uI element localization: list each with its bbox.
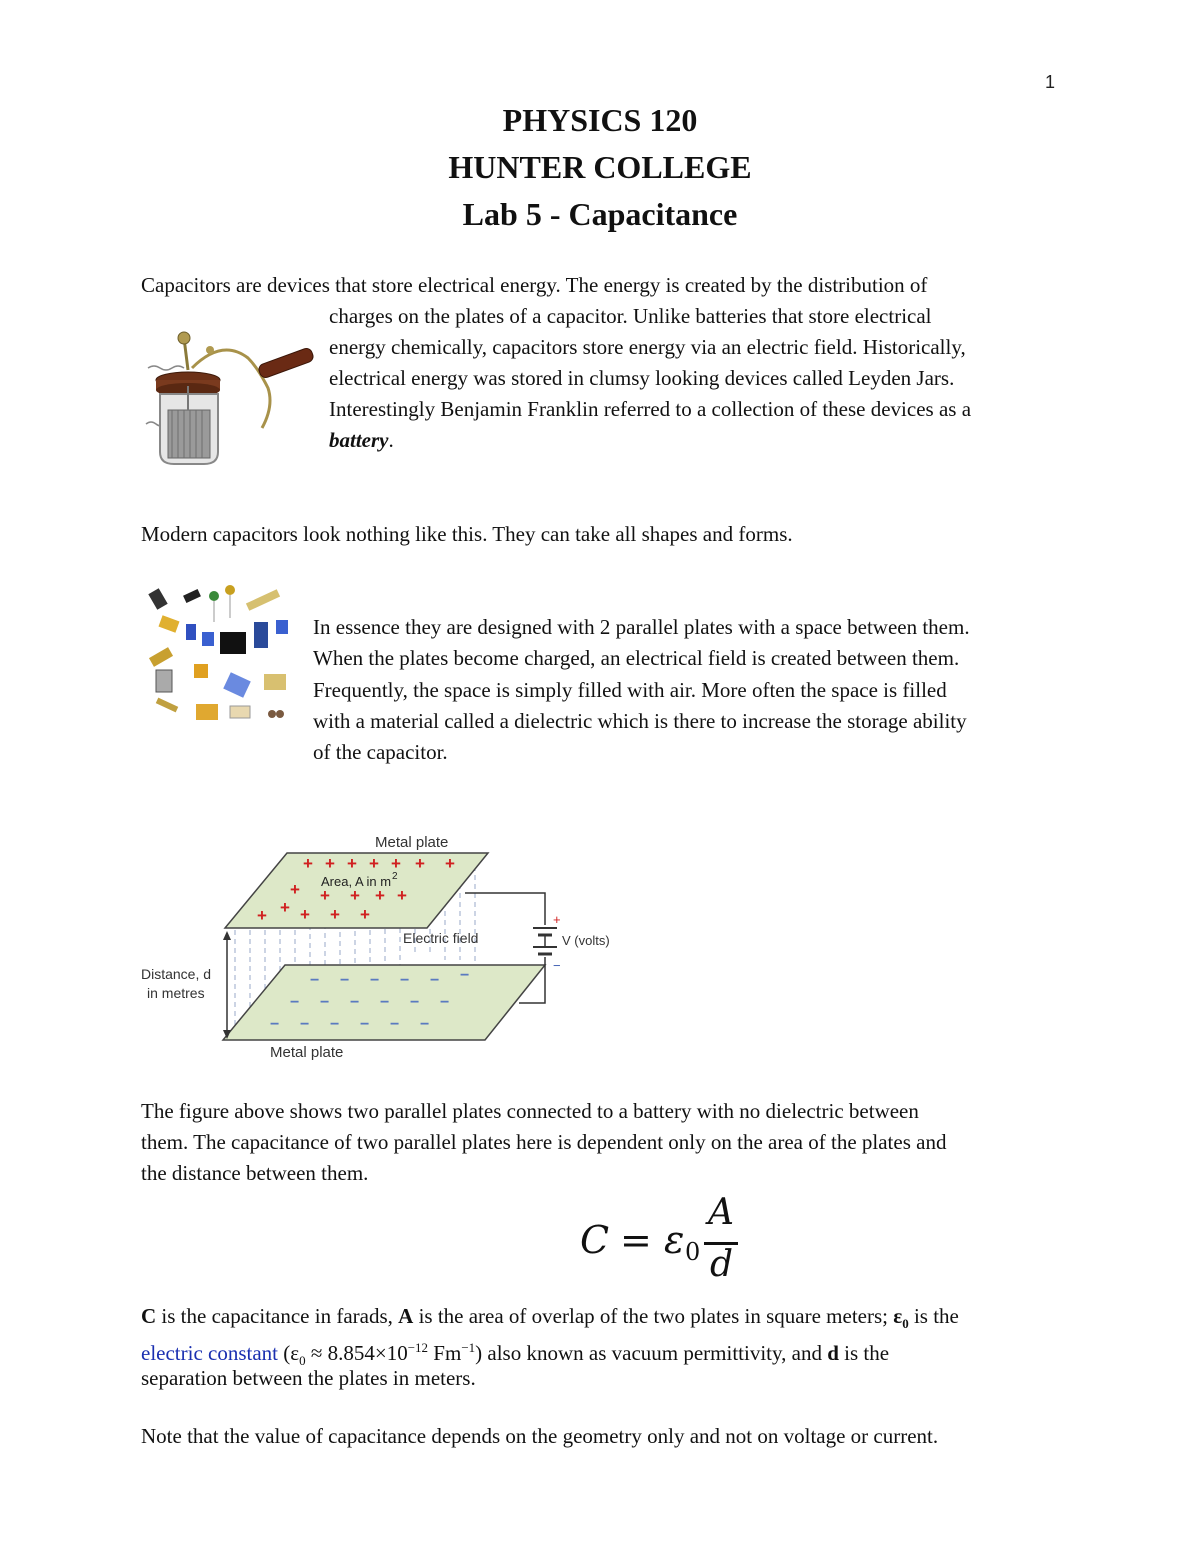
college-title: HUNTER COLLEGE — [448, 149, 752, 185]
formula-equals: = — [620, 1218, 652, 1262]
essence-line-2: When the plates become charged, an electrical field is created between them. — [313, 646, 960, 670]
geometry-note: Note that the value of capacitance depends on the geometry only and not on voltage or current. — [141, 1424, 939, 1448]
svg-text:+: + — [347, 854, 357, 873]
svg-text:−: − — [380, 994, 390, 1011]
svg-text:−: − — [410, 994, 420, 1011]
svg-text:+: + — [375, 886, 385, 905]
intro-line-3: energy chemically, capacitors store energy via an electric field. Historically, — [329, 335, 966, 359]
intro-line-5: Interestingly Benjamin Franklin referred to a collection of these devices as a — [329, 397, 972, 421]
svg-text:+: + — [360, 905, 370, 924]
svg-text:−: − — [310, 972, 320, 989]
svg-text:−: − — [340, 972, 350, 989]
figure-text-1: The figure above shows two parallel plates connected to a battery with no dielectric between — [141, 1099, 919, 1123]
battery-symbol — [533, 928, 557, 954]
svg-text:−: − — [360, 1016, 370, 1033]
formula-epsilon: ε — [664, 1218, 685, 1262]
svg-text:−: − — [290, 994, 300, 1011]
svg-text:+: + — [397, 886, 407, 905]
svg-text:−: − — [440, 994, 450, 1011]
battery-plus: + — [553, 912, 561, 927]
svg-text:−: − — [390, 1016, 400, 1033]
svg-text:+: + — [330, 905, 340, 924]
formula-denominator: d — [710, 1244, 734, 1285]
svg-text:−: − — [400, 972, 410, 989]
svg-text:−: − — [350, 994, 360, 1011]
lab-title: Lab 5 - Capacitance — [462, 196, 738, 232]
svg-text:+: + — [391, 854, 401, 873]
modern-capacitors-image — [140, 582, 300, 742]
c-symbol: C — [141, 1304, 157, 1328]
electric-field-label: Electric field — [403, 930, 479, 946]
d-symbol: d — [827, 1341, 839, 1365]
definition-line-1: C is the capacitance in farads, A is the area of overlap of the two plates in square meters; $\varepsilon_0$ is the — [141, 1304, 959, 1332]
course-title: PHYSICS 120 — [502, 102, 698, 138]
svg-text:+: + — [303, 854, 313, 873]
essence-line-4: with a material called a dielectric which is there to increase the storage ability — [313, 709, 967, 733]
svg-text:+: + — [325, 854, 335, 873]
formula-c: C — [580, 1218, 610, 1262]
intro-line-4: electrical energy was stored in clumsy looking devices called Leyden Jars. — [329, 366, 955, 390]
essence-line-1: In essence they are designed with 2 parallel plates with a space between them. — [313, 615, 970, 639]
battery-minus: − — [553, 958, 561, 973]
svg-text:+: + — [290, 880, 300, 899]
modern-capacitors-text: Modern capacitors look nothing like this. They can take all shapes and forms. — [141, 522, 793, 546]
intro-line-6: battery. — [329, 428, 394, 452]
page-number: 1 — [1045, 72, 1056, 92]
voltage-label: V (volts) — [562, 933, 610, 948]
figure-text-2: them. The capacitance of two parallel plates here is dependent only on the area of the plates and — [141, 1130, 947, 1154]
parallel-plate-diagram — [135, 825, 625, 1065]
svg-text:+: + — [350, 886, 360, 905]
svg-text:+: + — [415, 854, 425, 873]
svg-text:+: + — [280, 898, 290, 917]
distance-label-2: in metres — [147, 985, 205, 1001]
svg-text:−: − — [420, 1016, 430, 1033]
figure-text-3: the distance between them. — [141, 1161, 369, 1185]
leyden-jar-image — [140, 328, 320, 470]
intro-line-1: Capacitors are devices that store electrical energy. The energy is created by the distribution of — [141, 273, 928, 297]
formula-numerator: A — [708, 1192, 734, 1233]
battery-word: battery — [329, 428, 389, 452]
bottom-plate-label: Metal plate — [270, 1044, 344, 1061]
intro-line-2: charges on the plates of a capacitor. Unlike batteries that store electrical — [329, 304, 932, 328]
essence-line-5: of the capacitor. — [313, 740, 448, 764]
electric-constant-link[interactable]: electric constant — [141, 1341, 279, 1365]
svg-text:−: − — [320, 994, 330, 1011]
a-symbol: A — [398, 1304, 414, 1328]
epsilon-symbol: $\varepsilon_0$ — [893, 1304, 909, 1332]
svg-text:+: + — [369, 854, 379, 873]
svg-text:+: + — [257, 906, 267, 925]
top-plate-label: Metal plate — [375, 834, 449, 851]
svg-text:+: + — [445, 854, 455, 873]
definition-line-3: separation between the plates in meters. — [141, 1366, 476, 1390]
area-label: Area, A in m — [321, 874, 392, 889]
svg-text:−: − — [430, 972, 440, 989]
definition-line-2: electric constant ($\varepsilon_0 \approx 8.854\times 10^{-12}$ $Fm^{-1}$) also known as vacuum permittivity, and d is the — [141, 1340, 890, 1369]
svg-text:−: − — [330, 1016, 340, 1033]
svg-text:−: − — [270, 1016, 280, 1033]
svg-text:+: + — [300, 905, 310, 924]
capacitance-formula — [580, 1192, 750, 1288]
distance-label-1: Distance, d — [141, 966, 212, 982]
svg-text:−: − — [300, 1016, 310, 1033]
formula-epsilon-sub: 0 — [685, 1238, 701, 1266]
area-sup: 2 — [392, 871, 398, 882]
essence-line-3: Frequently, the space is simply filled with air. More often the space is filled — [313, 678, 947, 702]
svg-text:−: − — [460, 967, 470, 984]
top-wire — [465, 893, 545, 925]
svg-text:−: − — [370, 972, 380, 989]
svg-text:+: + — [320, 886, 330, 905]
